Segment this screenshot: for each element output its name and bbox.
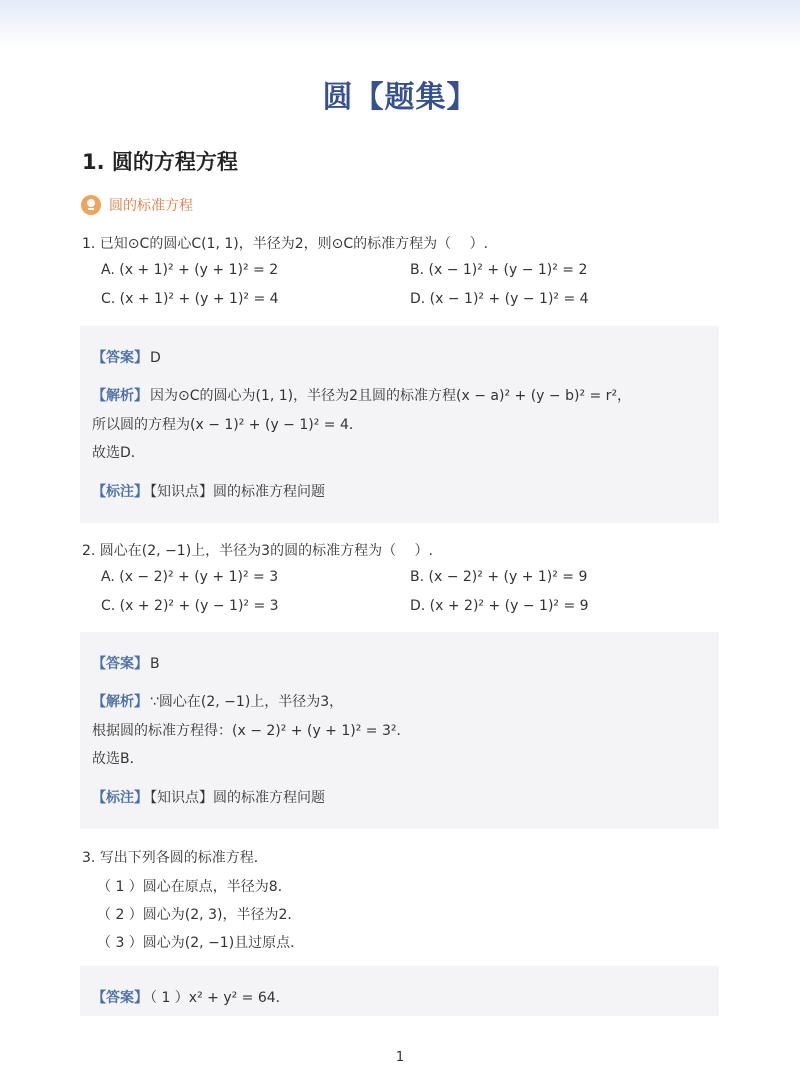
q3-answer-line [92, 987, 290, 1007]
q1-analysis-line-2: 所以圆的方程为(x − 1)² + (y − 1)² = 4． [92, 417, 363, 433]
analysis-tag: 【解析】 [92, 388, 148, 404]
q1-note: 【知识点】圆的标准方程问题 [150, 484, 325, 500]
note-tag: 【标注】 [92, 484, 148, 500]
q2-answer-box [80, 632, 719, 829]
answer-tag: 【答案】 [92, 656, 148, 672]
q3-part-3: （ 3 ）圆心为(2, −1)且过原点． [97, 935, 305, 951]
topic-label: 圆的标准方程 [109, 198, 193, 214]
q1-analysis-line-3: 故选D． [92, 445, 145, 461]
q2-answer: B [150, 656, 160, 672]
q2-analysis-line-2: 根据圆的标准方程得：(x − 2)² + (y + 1)² = 3²． [92, 723, 411, 739]
question-2-stem: 2. 圆心在(2, −1)上，半径为3的圆的标准方程为（ ）. [82, 543, 433, 559]
q3-part-2: （ 2 ）圆心为(2, 3)，半径为2． [97, 907, 302, 923]
q2-note: 【知识点】圆的标准方程问题 [150, 790, 325, 806]
q1-option-b: B. (x − 1)² + (y − 1)² = 2 [410, 262, 588, 278]
answer-tag: 【答案】 [92, 990, 148, 1006]
q1-answer-box [80, 326, 719, 523]
lightbulb-icon [81, 195, 101, 215]
q2-option-b: B. (x − 2)² + (y + 1)² = 9 [410, 569, 588, 585]
q3-part-1: （ 1 ）圆心在原点，半径为8． [97, 879, 292, 895]
question-1-stem: 1. 已知⊙C的圆心C(1, 1)，半径为2，则⊙C的标准方程为（ ）. [82, 236, 489, 252]
q1-answer-line [92, 347, 161, 367]
q1-analysis-text-1: 因为⊙C的圆心为(1, 1)，半径为2且圆的标准方程(x − a)² + (y − b)² = r²， [150, 388, 632, 404]
q1-note-line [92, 481, 325, 501]
q2-note-line [92, 787, 325, 807]
q2-option-c: C. (x + 2)² + (y − 1)² = 3 [101, 598, 279, 614]
q2-option-d: D. (x + 2)² + (y − 1)² = 9 [410, 598, 589, 614]
page-title: 圆【题集】 [322, 80, 478, 115]
analysis-tag: 【解析】 [92, 694, 148, 710]
section-heading: 1. 圆的方程方程 [82, 150, 238, 174]
q2-option-a: A. (x − 2)² + (y + 1)² = 3 [101, 569, 279, 585]
answer-tag: 【答案】 [92, 350, 148, 366]
question-3-stem: 3. 写出下列各圆的标准方程． [82, 850, 268, 866]
page-number: 1 [395, 1050, 405, 1065]
topic-label-row [81, 194, 193, 216]
q1-option-c: C. (x + 1)² + (y + 1)² = 4 [101, 291, 279, 307]
q3-answer: （ 1 ）x² + y² = 64． [150, 990, 290, 1006]
q1-option-d: D. (x − 1)² + (y − 1)² = 4 [410, 291, 589, 307]
note-tag: 【标注】 [92, 790, 148, 806]
q1-answer: D [150, 350, 161, 366]
q1-analysis-line-1 [92, 385, 631, 405]
q3-answer-box [80, 966, 719, 1016]
q2-analysis-line-3: 故选B． [92, 751, 144, 767]
q2-analysis-line-1 [92, 691, 343, 711]
page-header-band [0, 0, 800, 48]
q2-answer-line [92, 653, 160, 673]
q2-analysis-text-1: ∵圆心在(2, −1)上，半径为3， [150, 694, 344, 710]
q1-option-a: A. (x + 1)² + (y + 1)² = 2 [101, 262, 279, 278]
